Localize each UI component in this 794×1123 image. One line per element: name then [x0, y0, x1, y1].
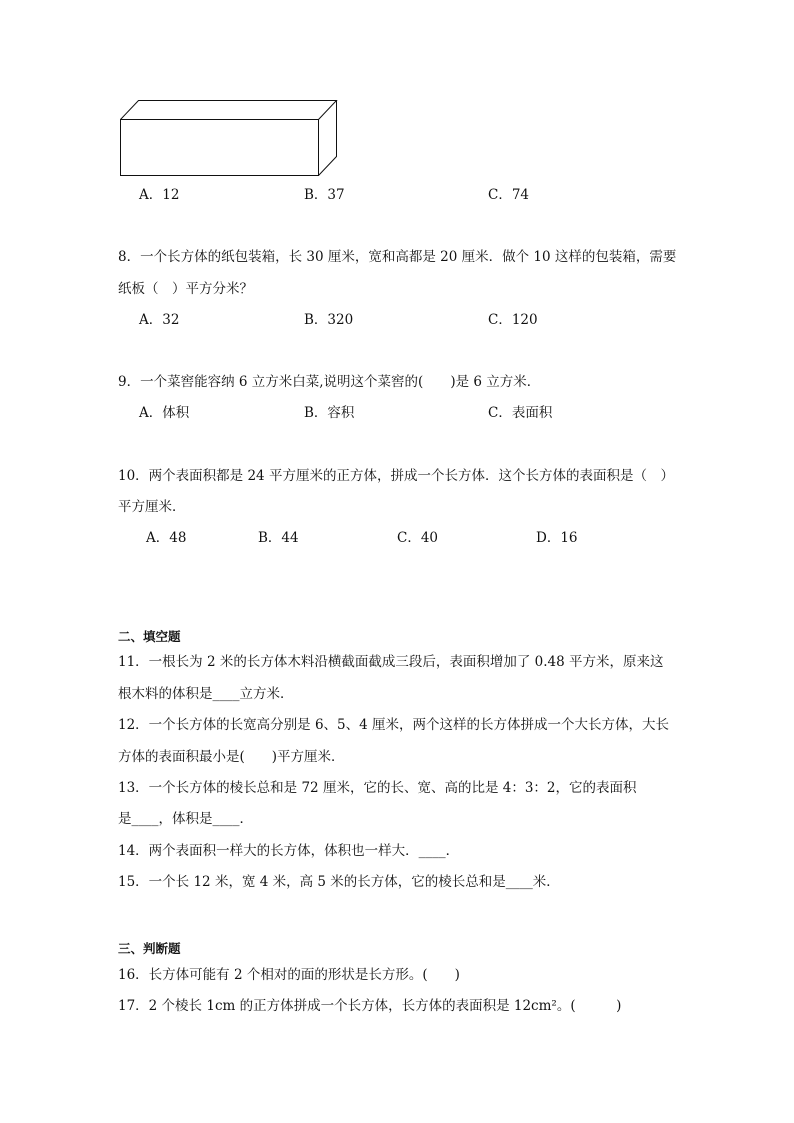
q8-option-a: A．32: [139, 312, 180, 328]
q13-stem-line1: 13．一个长方体的棱长总和是 72 厘米，它的长、宽、高的比是 4：3：2，它的表面积: [118, 780, 637, 796]
q9-option-c: C．表面积: [488, 405, 553, 421]
q16-stem-line1: 16．长方体可能有 2 个相对的面的形状是长方形。( ): [118, 967, 460, 983]
q11-stem-line1: 11．一根长为 2 米的长方体木料沿横截面截成三段后，表面积增加了 0.48 平方米，原来这: [118, 654, 664, 670]
q17-stem-line1: 17．2 个棱长 1cm 的正方体拼成一个长方体，长方体的表面积是 12cm²。( ): [118, 998, 622, 1014]
q14-stem-line1: 14．两个表面积一样大的长方体，体积也一样大．____．: [118, 843, 460, 859]
q7-option-c: C．74: [488, 187, 530, 203]
q8-option-b: B．320: [304, 312, 354, 328]
q8-option-c: C．120: [488, 312, 538, 328]
q11-stem-line2: 根木料的体积是____立方米．: [118, 686, 294, 702]
section-judgement-title: 三、判断题: [118, 941, 181, 956]
q9-option-a: A．体积: [139, 405, 190, 421]
cuboid-side-face: [319, 101, 337, 176]
q13-stem-line2: 是____，体积是____．: [118, 811, 253, 827]
q10-stem-line2: 平方厘米．: [118, 499, 186, 515]
q12-stem-line2: 方体的表面积最小是( )平方厘米．: [118, 749, 345, 765]
q8-stem-line2: 纸板（ ）平方分米？: [118, 281, 253, 297]
q10-option-a: A．48: [146, 530, 187, 546]
cuboid-front-face: [121, 120, 319, 176]
q10-stem-line1: 10．两个表面积都是 24 平方厘米的正方体，拼成一个长方体．这个长方体的表面积是（ ）: [118, 468, 674, 484]
q12-stem-line1: 12．一个长方体的长宽高分别是 6、5、4 厘米，两个这样的长方体拼成一个大长方体，大长: [118, 717, 670, 733]
q9-stem-line1: 9．一个菜窖能容纳 6 立方米白菜,说明这个菜窖的( )是 6 立方米．: [118, 374, 541, 390]
q10-option-c: C．40: [397, 530, 439, 546]
q15-stem-line1: 15．一个长 12 米，宽 4 米，高 5 米的长方体，它的棱长总和是____米．: [118, 874, 560, 890]
cuboid-top-face: [121, 101, 337, 120]
q8-stem-line1: 8．一个长方体的纸包装箱，长 30 厘米，宽和高都是 20 厘米．做个 10 这样的包装箱，需要: [118, 249, 677, 265]
q10-option-d: D．16: [536, 530, 578, 546]
section-fill-blank-title: 二、填空题: [118, 629, 181, 644]
q9-option-b: B．容积: [304, 405, 355, 421]
q7-option-b: B．37: [304, 187, 345, 203]
cuboid-figure: [118, 99, 346, 179]
q10-option-b: B．44: [258, 530, 299, 546]
q7-option-a: A．12: [139, 187, 180, 203]
